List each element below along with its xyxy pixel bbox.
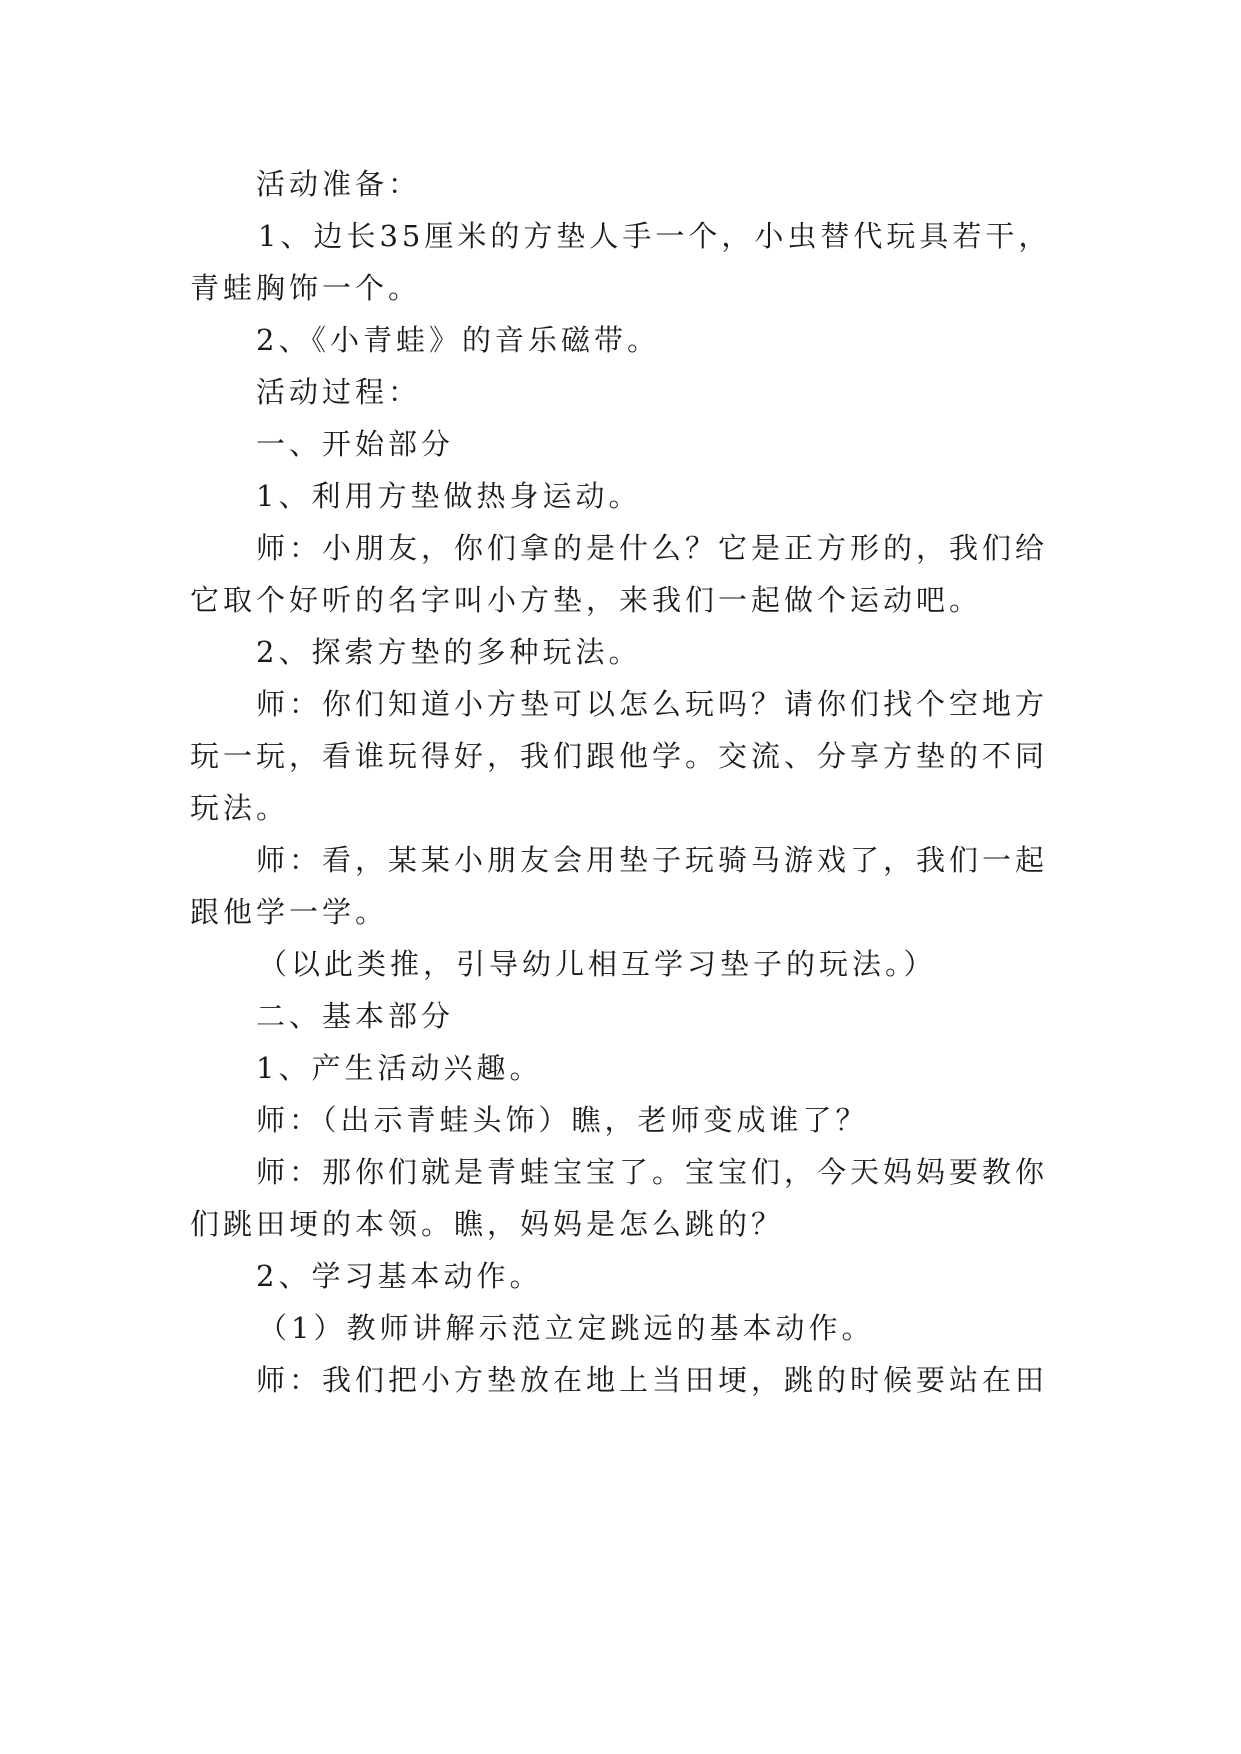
- paragraph-line: 玩一玩，看谁玩得好，我们跟他学。交流、分享方垫的不同: [190, 739, 1049, 773]
- paragraph-line: 1、边长35厘米的方垫人手一个，小虫替代玩具若干，: [258, 219, 1052, 253]
- heading-activity-process: 活动过程：: [256, 375, 422, 409]
- paragraph-line: 1、利用方垫做热身运动。: [256, 479, 642, 513]
- paragraph-line: 师：你们知道小方垫可以怎么玩吗？请你们找个空地方: [256, 687, 1049, 721]
- section-heading: 二、基本部分: [256, 999, 455, 1033]
- paragraph-line: （1）教师讲解示范立定跳远的基本动作。: [258, 1311, 875, 1345]
- paragraph-line: 玩法。: [190, 791, 290, 825]
- paragraph-line: 师：（出示青蛙头饰）瞧，老师变成谁了？: [256, 1103, 869, 1137]
- paragraph-line: 们跳田埂的本领。瞧，妈妈是怎么跳的？: [190, 1207, 785, 1241]
- paragraph-line: 青蛙胸饰一个。: [190, 271, 422, 305]
- paragraph-line: 跟他学一学。: [190, 895, 389, 929]
- paragraph-line: 2、探索方垫的多种玩法。: [256, 635, 642, 669]
- paragraph-line: （以此类推，引导幼儿相互学习垫子的玩法。）: [258, 947, 937, 981]
- paragraph-line: 师：小朋友，你们拿的是什么？它是正方形的，我们给: [256, 531, 1049, 565]
- paragraph-line: 师：那你们就是青蛙宝宝了。宝宝们，今天妈妈要教你: [256, 1155, 1049, 1189]
- paragraph-line: 2、学习基本动作。: [256, 1259, 543, 1293]
- heading-activity-preparation: 活动准备：: [256, 167, 422, 201]
- paragraph-line: 师：我们把小方垫放在地上当田埂，跳的时候要站在田: [256, 1363, 1049, 1397]
- paragraph-line: 1、产生活动兴趣。: [256, 1051, 543, 1085]
- section-heading: 一、开始部分: [256, 427, 455, 461]
- paragraph-line: 师：看，某某小朋友会用垫子玩骑马游戏了，我们一起: [256, 843, 1049, 877]
- paragraph-line: 2、《小青蛙》的音乐磁带。: [256, 323, 660, 357]
- paragraph-line: 它取个好听的名字叫小方垫，来我们一起做个运动吧。: [190, 583, 983, 617]
